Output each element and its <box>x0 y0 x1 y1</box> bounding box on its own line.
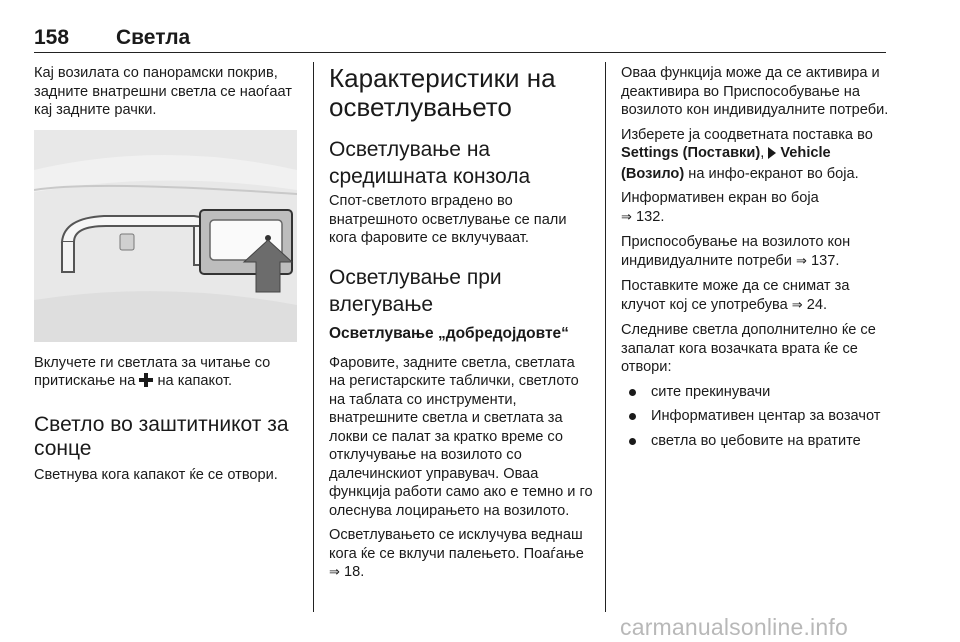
page-number: 158 <box>34 26 70 49</box>
column-divider <box>605 62 606 612</box>
column-3 <box>621 64 889 456</box>
page-reference[interactable]: 137. <box>810 252 840 269</box>
intro-paragraph: Кај возилата со панорамски покрив, задните внатрешни светла се наоѓаат кај задните рачки. <box>34 65 292 118</box>
caption-paragraph <box>34 354 300 393</box>
bullet-icon <box>629 438 636 445</box>
custom-text: Приспособување на возилото кон индивидуалните потреби <box>621 234 851 269</box>
bullet-icon <box>629 413 636 420</box>
page-reference-icon: ⇒ <box>791 297 803 313</box>
list-item <box>621 407 889 426</box>
console-heading: Осветлување на средишната конзола <box>329 138 531 188</box>
extra-lights-text: Следниве светла дополнително ќе се запалат кога возачката врата ќе се отвори: <box>621 322 876 375</box>
welcome-heading: Осветлување „добредојдовте“ <box>329 324 569 342</box>
key-text: Поставките може да се снимат за клучот кој се употребува <box>621 278 850 313</box>
welcome-text: Фаровите, задните светла, светлата на регистарските таблички, светлото на таблата со инструменти, внатрешните светла и светлата за локви се палат за кратко време со отклучување на возилото со далечинскиот управувач. Оваа функција работи само ако е темно и го олеснува лоцирањето на возилото. <box>329 354 593 519</box>
plus-icon <box>139 373 153 393</box>
sun-visor-heading: Светло во заштитникот за сонце <box>34 412 289 460</box>
lights-list <box>621 383 889 451</box>
key-paragraph <box>621 277 889 315</box>
info-text: Информативен екран во боја <box>621 190 819 206</box>
header-divider <box>34 52 886 53</box>
watermark: carmanualsonline.info <box>620 614 848 640</box>
main-heading: Карактеристики на осветлувањето <box>329 63 556 122</box>
column-2 <box>329 64 594 583</box>
vehicle-label: Vehicle (Возило) <box>621 145 831 182</box>
chevron-right-icon <box>768 146 776 165</box>
page-reference[interactable]: 24. <box>806 296 828 313</box>
list-item <box>621 383 889 402</box>
section-title: Светла <box>116 26 191 49</box>
page-header <box>34 26 886 50</box>
bullet-icon <box>629 389 636 396</box>
page-reference-icon: ⇒ <box>621 209 632 225</box>
column-divider <box>313 62 314 612</box>
unlock-paragraph <box>329 526 594 583</box>
unlock-text: Осветлувањето се исклучува веднаш кога ќе се вклучи палењето. Поаѓање <box>329 527 584 562</box>
caption-text-end: на капакот. <box>157 373 233 389</box>
column-1 <box>34 64 300 484</box>
list-item-text: Информативен центар за возачот <box>651 408 881 424</box>
page-reference[interactable]: 132. <box>635 208 665 225</box>
list-item-text: светла во џебовите на вратите <box>651 432 861 449</box>
interior-light-illustration <box>34 130 297 342</box>
settings-label: Settings (Поставки) <box>621 145 761 161</box>
separator: , <box>760 145 765 161</box>
select-paragraph <box>621 126 889 184</box>
caption-text-start: Вклучете ги светлата за читање со притискање на <box>34 354 271 389</box>
select-text-end: на инфо-екранот во боја. <box>688 165 859 182</box>
page-reference-icon: ⇒ <box>329 565 340 580</box>
info-paragraph <box>621 189 889 227</box>
list-item-text: сите прекинувачи <box>651 383 771 400</box>
entry-heading: Осветлување при влегување <box>329 265 502 316</box>
sun-visor-text: Светнува кога капакот ќе се отвори. <box>34 466 278 483</box>
select-text: Изберете ја соодветната поставка во <box>621 126 873 143</box>
interior-light-drawing <box>34 130 297 342</box>
custom-paragraph <box>621 233 889 271</box>
page-reference-icon: ⇒ <box>796 253 807 269</box>
activate-text: Оваа функција може да се активира и деактивира во Приспособување на возилото кон индивидуалните потреби. <box>621 65 889 118</box>
console-text: Спот-светлото вградено во внатрешното осветлување се пали кога фаровите се вклучуваат. <box>329 193 567 246</box>
page-reference[interactable]: 18. <box>343 564 365 580</box>
list-item <box>621 432 889 451</box>
